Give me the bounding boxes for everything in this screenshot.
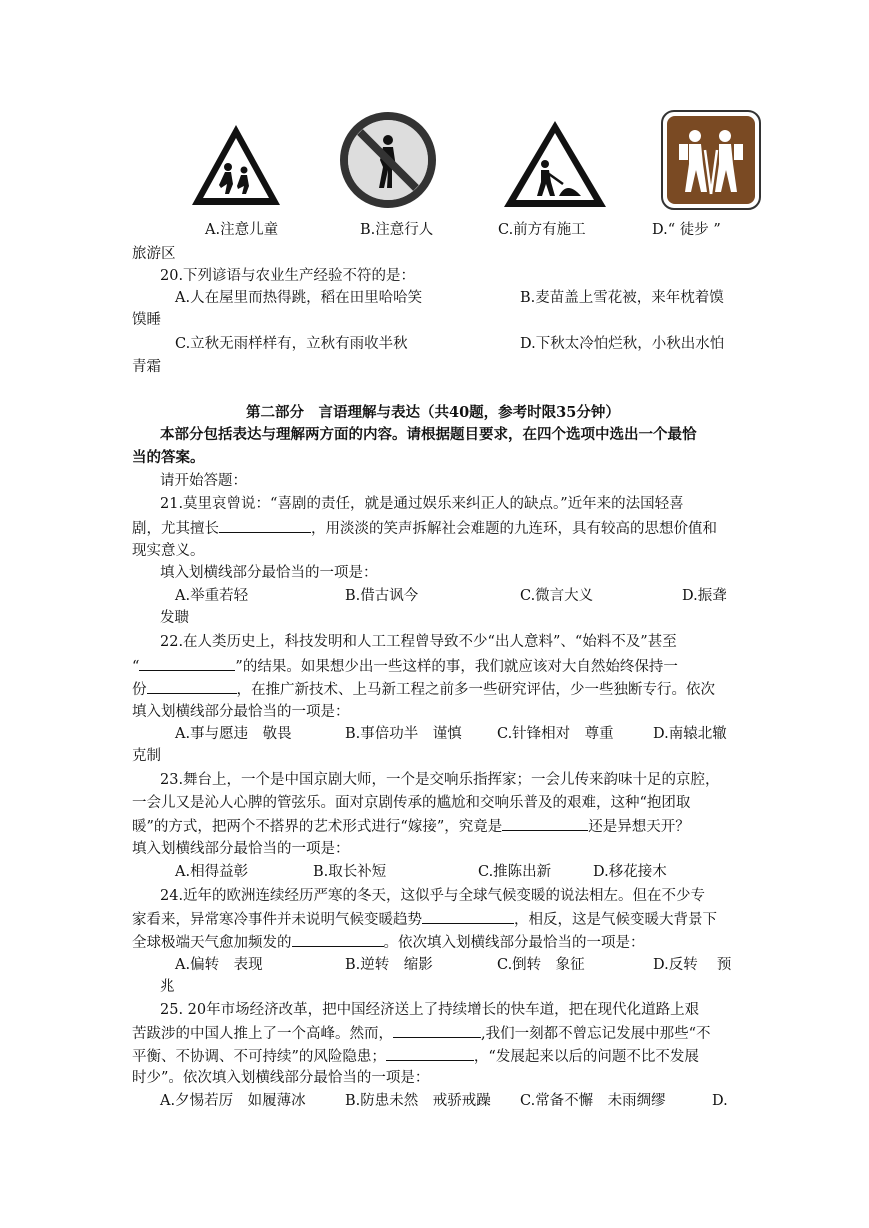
start-prompt: 请开始答题：	[160, 473, 247, 489]
q23-line1: 23.舞台上，一个是中国京剧大师，一个是交响乐指挥家；一会儿传来韵味十足的京腔，	[160, 772, 720, 788]
q23-line3: 暖”的方式，把两个不搭界的艺术形式进行“嫁接”，究竟是 还是异想天开？	[132, 816, 690, 837]
q20-option-d-wrap: 青霜	[132, 359, 161, 375]
no-pedestrians-sign-icon	[340, 112, 436, 208]
answer-blank	[292, 932, 384, 947]
q22-line1: 22.在人类历史上，科技发明和人工工程曾导致不少“出人意料”、“始料不及”甚至	[160, 634, 677, 650]
q25-option-b: B.防患未然 戒骄戒躁	[345, 1093, 491, 1109]
q22-line3: 份 ，在推广新技术、上马新工程之前多一些研究评估，少一些独断专行。依次	[132, 679, 715, 700]
q21-line3: 现实意义。	[132, 543, 205, 559]
q25-line1: 25. 20年市场经济改革，把中国经济送上了持续增长的快车道，把在现代化道路上艰	[160, 1002, 700, 1018]
q24-option-c: C.倒转 象征	[497, 957, 585, 973]
q22-line2: “ ”的结果。如果想少出一些这样的事，我们就应该对大自然始终保持一	[132, 656, 678, 677]
sign-option-b: B.注意行人	[360, 222, 434, 238]
answer-blank	[393, 1023, 481, 1038]
part2-instruction: 本部分包括表达与理解两方面的内容。请根据题目要求，在四个选项中选出一个最恰	[160, 426, 697, 443]
q24-line1: 24.近年的欧洲连续经历严寒的冬天，这似乎与全球气候变暖的说法相左。但在不少专	[160, 888, 706, 904]
q20-option-a: A.人在屋里而热得跳，稻在田里哈哈笑	[175, 290, 423, 306]
road-work-sign-icon	[501, 118, 609, 210]
q22-line4: 填入划横线部分最恰当的一项是：	[132, 704, 350, 720]
q22-option-b: B.事倍功半 谨慎	[345, 726, 462, 742]
sign-option-d-wrap: 旅游区	[132, 246, 176, 262]
q23-option-a: A.相得益彰	[175, 864, 249, 880]
q24-line3: 全球极端天气愈加频发的 。依次填入划横线部分最恰当的一项是：	[132, 932, 645, 953]
sign-option-d: D.“ 徒步 ”	[652, 222, 721, 238]
answer-blank	[147, 679, 237, 694]
q25-option-d: D.	[712, 1093, 728, 1109]
q24-option-b: B.逆转 缩影	[345, 957, 433, 973]
q25-line2: 苦跋涉的中国人推上了一个高峰。然而， ,我们一刻都不曾忘记发展中那些“不	[132, 1023, 711, 1044]
q24-line2: 家看来，异常寒冷事件并未说明气候变暖趋势 ，相反，这是气候变暖大背景下	[132, 909, 717, 930]
q20-option-b-wrap: 馍睡	[132, 312, 161, 328]
q20-option-c: C.立秋无雨样样有，立秋有雨收半秋	[175, 336, 408, 352]
sign-option-c: C.前方有施工	[498, 222, 586, 238]
part2-title: 第二部分 言语理解与表达（共40题，参考时限35分钟）	[246, 404, 620, 421]
answer-blank	[219, 518, 311, 533]
q24-option-d: D.反转 预	[653, 957, 732, 973]
q23-option-d: D.移花接木	[593, 864, 667, 880]
part2-instruction-wrap: 当的答案。	[132, 449, 205, 466]
q25-line3: 平衡、不协调、不可持续”的风险隐患； ，“发展起来以后的问题不比不发展	[132, 1046, 699, 1067]
q23-option-b: B.取长补短	[313, 864, 387, 880]
answer-blank	[502, 816, 588, 831]
q21-option-d: D.振聋	[682, 588, 727, 604]
sign-option-a: A.注意儿童	[205, 222, 279, 238]
q25-line4: 时少”。依次填入划横线部分最恰当的一项是：	[132, 1070, 430, 1086]
q25-option-a: A.夕惕若厉 如履薄冰	[160, 1093, 306, 1109]
q21-prompt: 填入划横线部分最恰当的一项是：	[160, 565, 378, 581]
q21-line2: 剧，尤其擅长 ，用淡淡的笑声拆解社会难题的九连环，具有较高的思想价值和	[132, 518, 717, 539]
q20-stem: 20.下列谚语与农业生产经验不符的是：	[160, 268, 416, 284]
q21-line1: 21.莫里哀曾说：“喜剧的责任，就是通过娱乐来纠正人的缺点。”近年来的法国轻喜	[160, 496, 684, 512]
q24-option-d-wrap: 兆	[160, 979, 175, 995]
q22-option-a: A.事与愿违 敬畏	[175, 726, 292, 742]
q20-option-d: D.下秋太冷怕烂秋，小秋出水怕	[520, 336, 725, 352]
q20-option-b: B.麦苗盖上雪花被，来年枕着馍	[520, 290, 724, 306]
q22-option-c: C.针锋相对 尊重	[497, 726, 614, 742]
q23-line4: 填入划横线部分最恰当的一项是：	[132, 841, 350, 857]
q23-option-c: C.推陈出新	[478, 864, 552, 880]
q21-option-c: C.微言大义	[520, 588, 594, 604]
children-warning-sign-icon	[189, 122, 283, 208]
hiking-area-sign-icon	[661, 110, 761, 210]
q21-option-d-wrap: 发聩	[160, 610, 189, 626]
q25-option-c: C.常备不懈 未雨绸缪	[520, 1093, 666, 1109]
answer-blank	[422, 909, 514, 924]
q21-option-a: A.举重若轻	[175, 588, 249, 604]
q24-option-a: A.偏转 表现	[175, 957, 263, 973]
answer-blank	[386, 1046, 474, 1061]
q21-option-b: B.借古讽今	[345, 588, 419, 604]
q22-option-d-wrap: 克制	[132, 748, 161, 764]
q23-line2: 一会儿又是沁人心脾的管弦乐。面对京剧传承的尴尬和交响乐普及的艰难，这种“抱团取	[132, 795, 691, 811]
answer-blank	[139, 656, 235, 671]
q22-option-d: D.南辕北辙	[653, 726, 727, 742]
